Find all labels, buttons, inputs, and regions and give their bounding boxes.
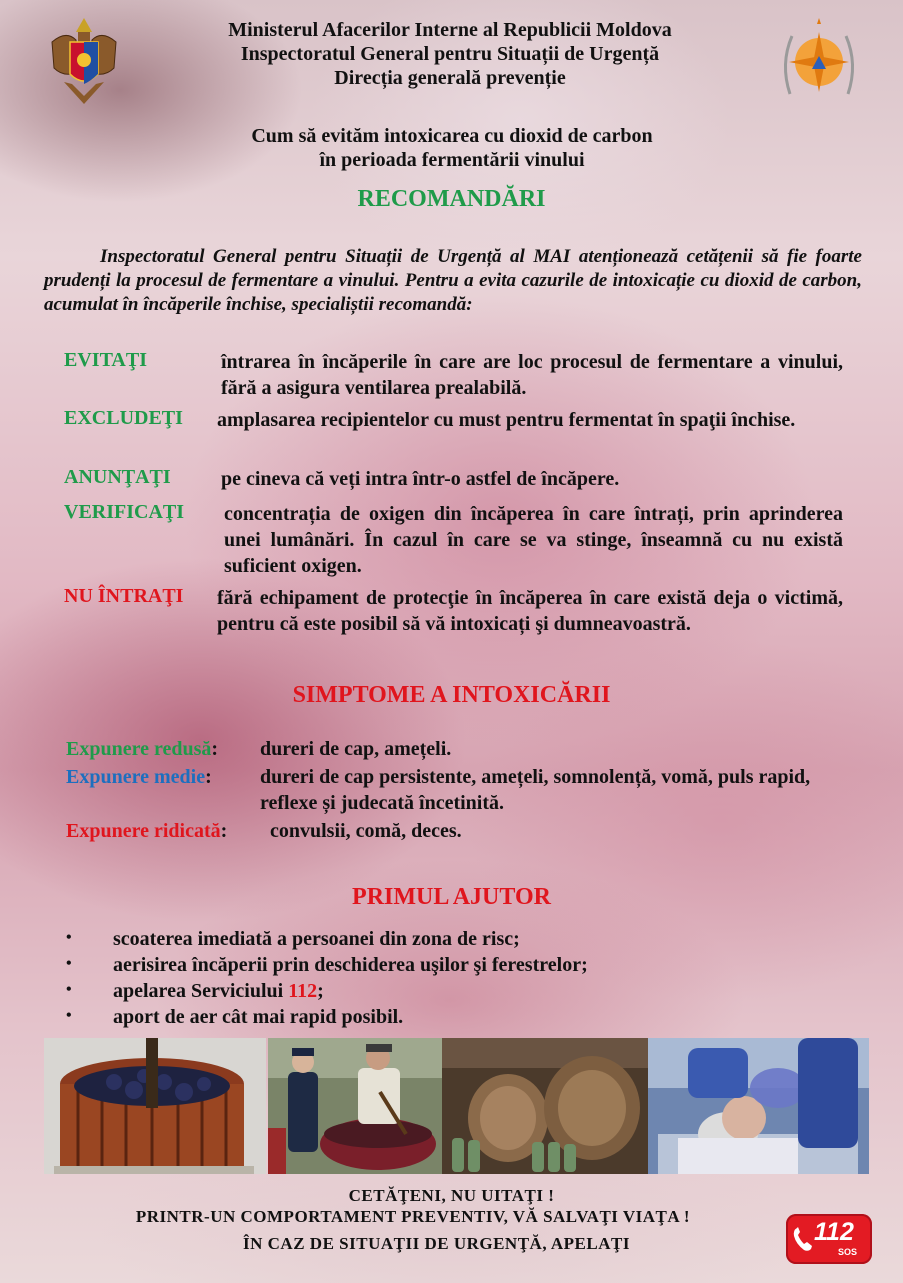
symptom-label: Expunere ridicată <box>66 820 221 842</box>
symptom-text: dureri de cap persistente, amețeli, somnolență, vomă, puls rapid, reflexe și judecată încetinită. <box>260 766 811 814</box>
igsu-emblem-logo <box>776 14 862 104</box>
emergency-112-badge <box>786 1214 872 1264</box>
grape-press-photo <box>44 1038 266 1174</box>
recommendations-list <box>64 349 849 665</box>
intro-paragraph: Inspectoratul General pentru Situații de Urgență al MAI atenționează cetățenii să fie foarte prudenți la procesul de fermentare a vinului. Pentru a evita cazurile de intoxicație cu dioxid de carbon, acumulat în încăperile închise, specialiștii recomandă: <box>44 246 862 315</box>
bullet-icon: • <box>66 981 72 998</box>
firefighters-photo <box>268 1038 442 1174</box>
bullet-icon: • <box>66 929 72 946</box>
bullet-icon: • <box>66 955 72 972</box>
recommendation-item <box>64 466 849 496</box>
symptoms-heading: SIMPTOME A INTOXICĂRII <box>292 682 611 708</box>
symptom-item: Expunere ridicată: convulsii, comă, deces. <box>66 818 866 846</box>
recommendation-label: EXCLUDEŢI <box>64 407 183 429</box>
first-aid-heading: PRIMUL AJUTOR <box>352 884 551 910</box>
first-aid-item: • scoaterea imediată a persoanei din zona de risc; <box>66 926 866 952</box>
recommendation-label: VERIFICAŢI <box>64 501 185 523</box>
poster-title-line1: Cum să evităm intoxicarea cu dioxid de carbon <box>251 125 653 147</box>
first-aid-list <box>66 926 866 1030</box>
recommendation-text: concentrația de oxigen din încăperea în care întrați, prin aprinderea unei lumânări. În cazul în care se va stinge, înseamnă cu nu există suficient oxigen. <box>224 503 843 577</box>
recommendation-label: ANUNŢAŢI <box>64 466 171 488</box>
phone-icon <box>792 1226 814 1252</box>
symptom-text: convulsii, comă, deces. <box>270 820 462 842</box>
symptom-text: dureri de cap, amețeli. <box>260 738 452 760</box>
recommendation-item <box>64 501 849 583</box>
recommendation-label: EVITAŢI <box>64 349 147 371</box>
recommendations-heading: RECOMANDĂRI <box>357 186 546 212</box>
footer-slogan: PRINTR-UN COMPORTAMENT PREVENTIV, VĂ SALVAŢI VIAŢA ! <box>135 1207 691 1226</box>
symptom-item: Expunere redusă: dureri de cap, amețeli. <box>66 736 866 764</box>
recommendation-text: fără echipament de protecţie în încăperea în care există deja o victimă, pentru că este posibil să vă intoxicați şi dumneavoastră. <box>217 587 843 635</box>
recommendation-text: amplasarea recipientelor cu must pentru fermentat în spaţii închise. <box>217 409 796 431</box>
bullet-icon: • <box>66 1007 72 1024</box>
ministry-name: Ministerul Afacerilor Interne al Republicii Moldova <box>228 19 672 41</box>
footer-reminder: CETĂŢENI, NU UITAŢI ! <box>348 1186 555 1205</box>
symptoms-list <box>66 736 866 846</box>
recommendation-item <box>64 407 849 463</box>
recommendation-text: întrarea în încăperile în care are loc procesul de fermentare a vinului, fără a asigura ventilarea prealabilă. <box>221 351 843 399</box>
poster-title-line2: în perioada fermentării vinului <box>319 149 585 171</box>
moldova-coat-of-arms-logo <box>46 12 122 108</box>
directorate-name: Direcția generală prevenție <box>334 67 566 89</box>
medical-aid-photo <box>648 1038 869 1174</box>
badge-number: 112 <box>814 1218 854 1246</box>
emergency-number: 112 <box>288 980 318 1002</box>
symptom-item: Expunere medie: dureri de cap persistente, amețeli, somnolență, vomă, puls rapid, reflexe și judecată încetinită. <box>66 764 866 818</box>
recommendation-text: pe cineva că veți intra într-o astfel de încăpere. <box>221 468 620 490</box>
symptom-label: Expunere medie <box>66 766 206 788</box>
symptom-label: Expunere redusă <box>66 738 212 760</box>
first-aid-item: • aport de aer cât mai rapid posibil. <box>66 1004 866 1030</box>
inspectorate-name: Inspectoratul General pentru Situații de Urgență <box>240 43 660 65</box>
recommendation-item <box>64 349 849 399</box>
first-aid-item: • apelarea Serviciului 112; <box>66 978 866 1004</box>
footer-call: ÎN CAZ DE SITUAŢII DE URGENŢĂ, APELAŢI <box>243 1234 630 1253</box>
first-aid-item: • aerisirea încăperii prin deschiderea uşilor şi ferestrelor; <box>66 952 866 978</box>
wine-cellar-photo <box>442 1038 648 1174</box>
badge-sos: SOS <box>838 1247 858 1257</box>
recommendation-item <box>64 585 849 665</box>
recommendation-label: NU ÎNTRAŢI <box>64 585 184 607</box>
